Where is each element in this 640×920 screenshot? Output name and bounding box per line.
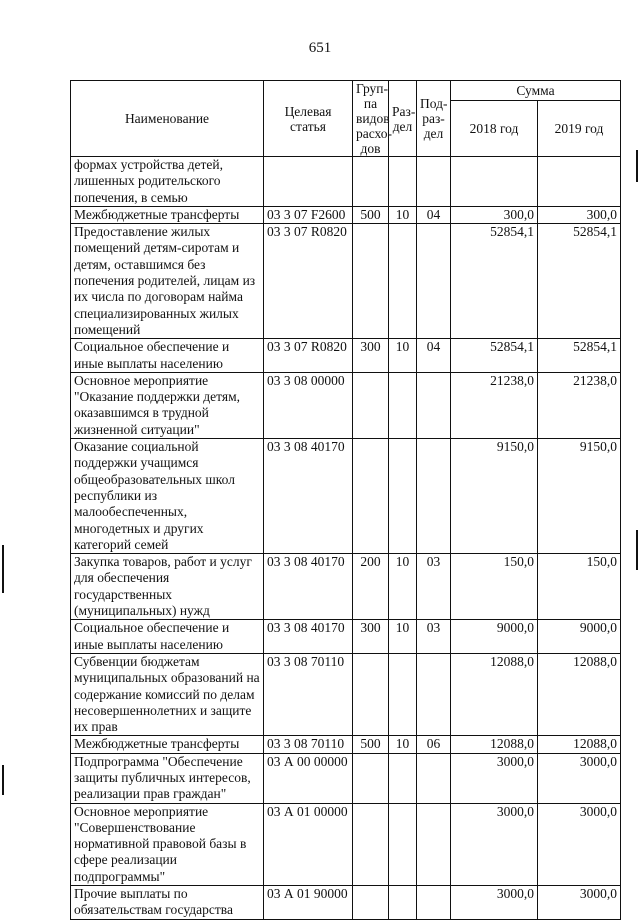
row-value-2018: 3000,0	[451, 803, 538, 885]
row-target: 03 3 07 R0820	[264, 224, 353, 339]
table-row	[71, 372, 621, 438]
row-value-2018: 21238,0	[451, 372, 538, 438]
row-value-2019: 12088,0	[538, 653, 621, 735]
row-target: 03 3 07 F2600	[264, 206, 353, 223]
row-value-2018: 12088,0	[451, 736, 538, 753]
row-value-2018	[451, 157, 538, 207]
budget-table	[70, 80, 621, 920]
row-subsection	[417, 886, 451, 920]
row-section	[389, 886, 417, 920]
header-2018: 2018 год	[451, 101, 538, 157]
row-section	[389, 157, 417, 207]
row-target	[264, 157, 353, 207]
header-group: Груп-па видов расхо-дов	[353, 81, 389, 157]
header-name: Наименование	[71, 81, 264, 157]
row-target: 03 3 08 00000	[264, 372, 353, 438]
table-row	[71, 803, 621, 885]
row-value-2018: 3000,0	[451, 753, 538, 803]
row-value-2019: 150,0	[538, 554, 621, 620]
row-name: Основное мероприятие "Совершенствование нормативной правовой базы в сфере реализации подпрограммы"	[71, 803, 264, 885]
header-subsection: Под-раз-дел	[417, 81, 451, 157]
row-subsection	[417, 439, 451, 554]
row-subsection: 06	[417, 736, 451, 753]
row-target: 03 3 08 40170	[264, 554, 353, 620]
row-section: 10	[389, 554, 417, 620]
row-target: 03 3 08 70110	[264, 653, 353, 735]
row-value-2019: 3000,0	[538, 753, 621, 803]
table-row	[71, 620, 621, 654]
row-name: Социальное обеспечение и иные выплаты населению	[71, 620, 264, 654]
row-value-2019: 3000,0	[538, 886, 621, 920]
row-value-2018: 150,0	[451, 554, 538, 620]
row-value-2018: 300,0	[451, 206, 538, 223]
row-section: 10	[389, 620, 417, 654]
row-group: 500	[353, 736, 389, 753]
row-value-2019: 3000,0	[538, 803, 621, 885]
row-target: 03 3 08 40170	[264, 439, 353, 554]
row-name: формах устройства детей, лишенных родительского попечения, в семью	[71, 157, 264, 207]
row-group: 300	[353, 620, 389, 654]
table-row	[71, 224, 621, 339]
row-group	[353, 224, 389, 339]
table-row	[71, 206, 621, 223]
row-value-2019: 9150,0	[538, 439, 621, 554]
row-value-2018: 9000,0	[451, 620, 538, 654]
row-name: Основное мероприятие "Оказание поддержки детям, оказавшимся в трудной жизненной ситуации"	[71, 372, 264, 438]
row-subsection	[417, 653, 451, 735]
table-row	[71, 753, 621, 803]
row-value-2019: 52854,1	[538, 224, 621, 339]
row-group	[353, 439, 389, 554]
row-value-2018: 12088,0	[451, 653, 538, 735]
row-group	[353, 803, 389, 885]
row-subsection: 03	[417, 554, 451, 620]
row-group	[353, 753, 389, 803]
row-name: Межбюджетные трансферты	[71, 736, 264, 753]
row-value-2019: 9000,0	[538, 620, 621, 654]
row-subsection	[417, 157, 451, 207]
row-name: Прочие выплаты по обязательствам государства	[71, 886, 264, 920]
scan-edge-mark	[2, 765, 4, 795]
row-subsection	[417, 224, 451, 339]
row-value-2019: 52854,1	[538, 339, 621, 373]
row-name: Социальное обеспечение и иные выплаты населению	[71, 339, 264, 373]
header-section: Раз-дел	[389, 81, 417, 157]
row-section: 10	[389, 736, 417, 753]
row-value-2019: 21238,0	[538, 372, 621, 438]
row-subsection	[417, 753, 451, 803]
row-group: 300	[353, 339, 389, 373]
row-target: 03 3 07 R0820	[264, 339, 353, 373]
scan-edge-mark	[2, 545, 4, 593]
row-section	[389, 803, 417, 885]
header-2019: 2019 год	[538, 101, 621, 157]
header-target: Целевая статья	[264, 81, 353, 157]
row-group	[353, 653, 389, 735]
row-subsection: 03	[417, 620, 451, 654]
row-name: Субвенции бюджетам муниципальных образований на содержание комиссий по делам несовершеннолетних и защите их прав	[71, 653, 264, 735]
row-group	[353, 157, 389, 207]
scan-edge-mark	[636, 150, 638, 182]
row-group: 200	[353, 554, 389, 620]
row-value-2018: 3000,0	[451, 886, 538, 920]
row-name: Межбюджетные трансферты	[71, 206, 264, 223]
row-name: Закупка товаров, работ и услуг для обеспечения государственных (муниципальных) нужд	[71, 554, 264, 620]
row-target: 03 А 00 00000	[264, 753, 353, 803]
table-row	[71, 736, 621, 753]
scan-edge-mark	[636, 530, 638, 570]
row-target: 03 А 01 00000	[264, 803, 353, 885]
row-target: 03 А 01 90000	[264, 886, 353, 920]
row-target: 03 3 08 40170	[264, 620, 353, 654]
table-row	[71, 157, 621, 207]
row-group	[353, 372, 389, 438]
row-section: 10	[389, 339, 417, 373]
row-value-2018: 52854,1	[451, 224, 538, 339]
row-subsection: 04	[417, 206, 451, 223]
row-name: Оказание социальной поддержки учащимся общеобразовательных школ республики из малообеспеченных, многодетных и других категорий семей	[71, 439, 264, 554]
row-section	[389, 653, 417, 735]
row-subsection	[417, 372, 451, 438]
row-target: 03 3 08 70110	[264, 736, 353, 753]
row-value-2018: 9150,0	[451, 439, 538, 554]
table-row	[71, 653, 621, 735]
row-value-2019	[538, 157, 621, 207]
table-row	[71, 339, 621, 373]
row-section	[389, 372, 417, 438]
row-name: Подпрограмма "Обеспечение защиты публичных интересов, реализации прав граждан"	[71, 753, 264, 803]
row-section	[389, 439, 417, 554]
header-sum: Сумма	[451, 81, 621, 101]
row-section	[389, 753, 417, 803]
row-value-2018: 52854,1	[451, 339, 538, 373]
table-row	[71, 886, 621, 920]
table-row	[71, 439, 621, 554]
table-row	[71, 554, 621, 620]
row-section: 10	[389, 206, 417, 223]
row-value-2019: 300,0	[538, 206, 621, 223]
row-name: Предоставление жилых помещений детям-сиротам и детям, оставшимся без попечения родителей, лицам из их числа по договорам найма специализированных жилых помещений	[71, 224, 264, 339]
page-number: 651	[308, 40, 332, 56]
row-value-2019: 12088,0	[538, 736, 621, 753]
row-subsection: 04	[417, 339, 451, 373]
row-group: 500	[353, 206, 389, 223]
row-group	[353, 886, 389, 920]
row-subsection	[417, 803, 451, 885]
row-section	[389, 224, 417, 339]
table-body	[71, 157, 621, 920]
